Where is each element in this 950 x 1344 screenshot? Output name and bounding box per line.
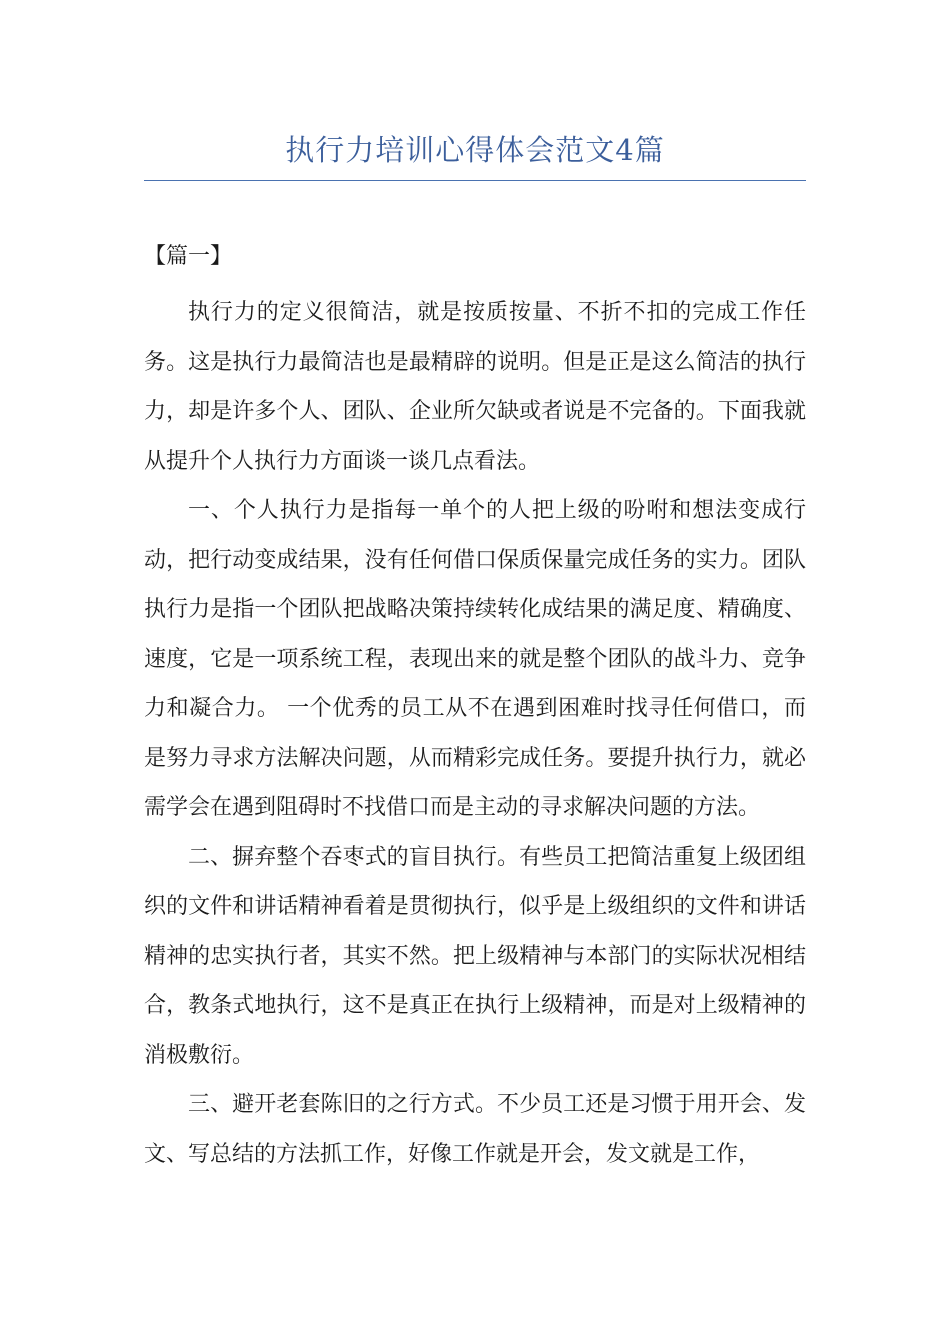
paragraph-4: 三、避开老套陈旧的之行方式。不少员工还是习惯于用开会、发文、写总结的方法抓工作，好像工作就是开会，发文就是工作， (144, 1092, 806, 1167)
paragraph-2: 一、个人执行力是指每一单个的人把上级的吩咐和想法变成行动，把行动变成结果，没有任何借口保质保量完成任务的实力。团队执行力是指一个团队把战略决策持续转化成结果的满足度、精确度、速度，它是一项系统工程，表现出来的就是整个团队的战斗力、竞争力和凝合力。 一个优秀的员工从不在遇到困难时找寻任何借口，而是努力寻求方法解决问题，从而精彩完成任务。要提升执行力，就必需学会在遇到阻碍时不找借口而是主动的寻求解决问题的方法。 (144, 498, 806, 820)
document-body (144, 238, 806, 1179)
document-title: 执行力培训心得体会范文4篇 (285, 133, 665, 167)
paragraph-1: 执行力的定义很简洁，就是按质按量、不折不扣的完成工作任务。这是执行力最简洁也是最精辟的说明。但是正是这么简洁的执行力，却是许多个人、团队、企业所欠缺或者说是不完备的。下面我就从提升个人执行力方面谈一谈几点看法。 (144, 300, 806, 474)
paragraph-3: 二、摒弃整个吞枣式的盲目执行。有些员工把简洁重复上级团组织的文件和讲话精神看着是贯彻执行，似乎是上级组织的文件和讲话精神的忠实执行者，其实不然。把上级精神与本部门的实际状况相结合，教条式地执行，这不是真正在执行上级精神，而是对上级精神的消极敷衍。 (144, 844, 806, 1068)
title-underline (144, 180, 806, 181)
section-label: 【篇一】 (144, 244, 233, 269)
